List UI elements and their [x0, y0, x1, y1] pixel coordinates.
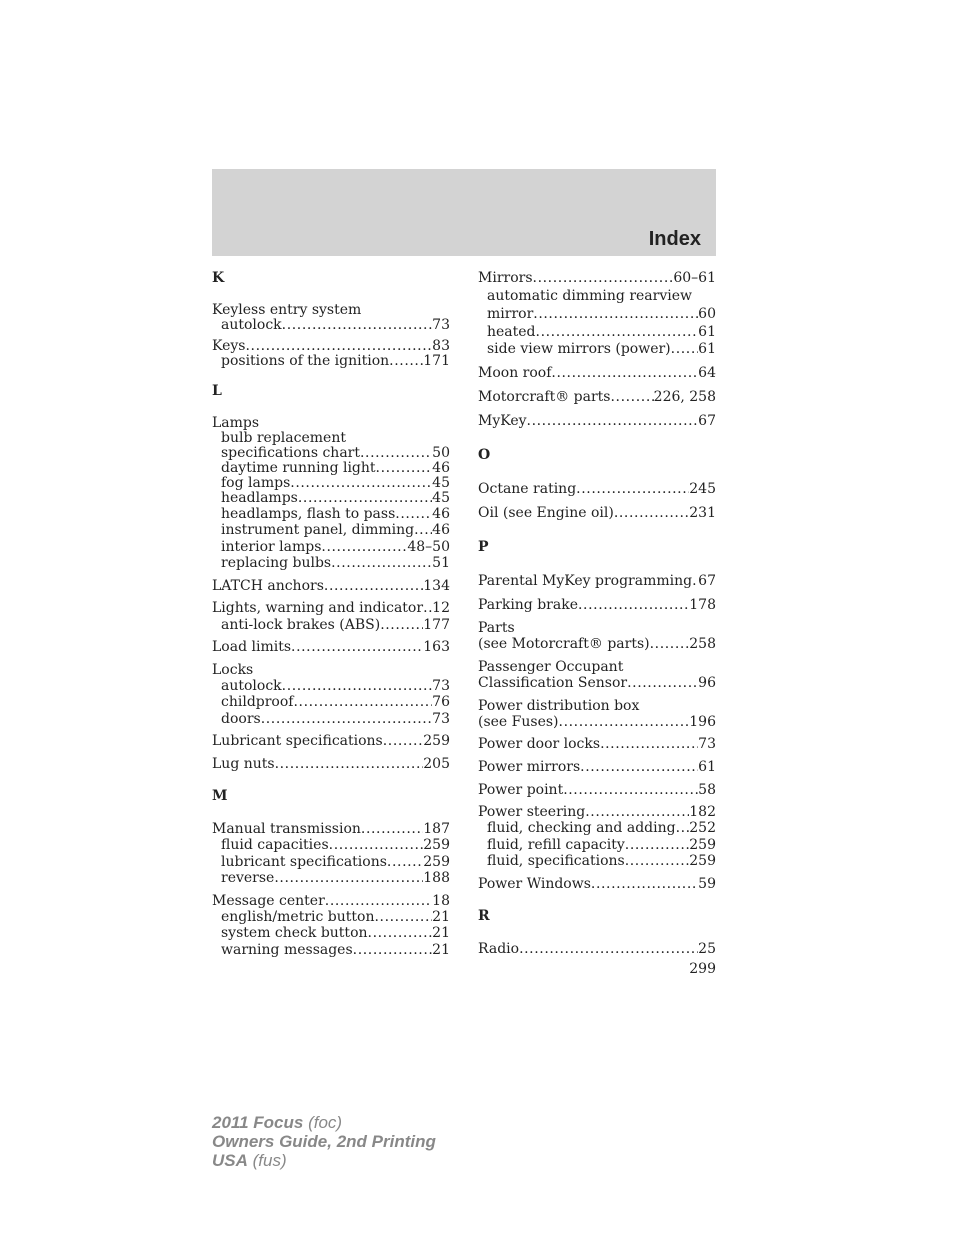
entry-page: 51 — [432, 555, 450, 571]
index-entry — [212, 854, 450, 870]
dot-leader — [374, 909, 432, 925]
dot-leader — [360, 445, 432, 461]
index-entry — [212, 338, 450, 354]
dot-leader — [423, 600, 432, 616]
entry-page: 18 — [432, 893, 450, 909]
entry-page: 61 — [698, 324, 716, 340]
entry-label: Parental MyKey programming — [478, 573, 693, 589]
entry-page: 61 — [698, 759, 716, 775]
entry-page: 46 — [432, 506, 450, 522]
index-entry — [478, 505, 716, 521]
dot-leader — [676, 820, 690, 836]
index-entry — [478, 365, 716, 381]
entry-label: LATCH anchors — [212, 578, 324, 594]
dot-leader — [610, 389, 653, 405]
index-heading: bulb replacement — [221, 430, 346, 446]
footer — [212, 1113, 436, 1170]
dot-leader — [600, 736, 698, 752]
entry-label: headlamps, flash to pass — [221, 506, 396, 522]
entry-label: (see Fuses) — [478, 714, 559, 730]
index-heading: Locks — [212, 662, 254, 678]
index-entry — [212, 694, 450, 710]
entry-label: Power steering — [478, 804, 586, 820]
entry-page: 73 — [698, 736, 716, 752]
entry-page: 96 — [698, 675, 716, 691]
index-entry — [212, 460, 450, 476]
dot-leader — [576, 481, 689, 497]
dot-leader — [261, 711, 432, 727]
page-number: 299 — [689, 961, 716, 977]
index-entry — [212, 445, 450, 461]
entry-page: 187 — [423, 821, 450, 837]
dot-leader — [361, 821, 423, 837]
entry-page: 64 — [698, 365, 716, 381]
entry-page: 50 — [432, 445, 450, 461]
footer-line-guide: Owners Guide, 2nd Printing — [212, 1132, 436, 1151]
dot-leader — [275, 756, 424, 772]
index-entry — [478, 389, 716, 405]
index-heading: Parts — [478, 620, 515, 636]
index-entry — [478, 837, 716, 853]
entry-label: interior lamps — [221, 539, 322, 555]
footer-line-model: 2011 Focus (foc) — [212, 1113, 343, 1132]
dot-leader — [383, 733, 424, 749]
dot-leader — [650, 636, 690, 652]
index-entry — [478, 714, 716, 730]
entry-label: side view mirrors (power) — [487, 341, 671, 357]
entry-page: 259 — [423, 837, 450, 853]
entry-page: 45 — [432, 490, 450, 506]
entry-label: Parking brake — [478, 597, 578, 613]
dot-leader — [368, 925, 433, 941]
index-entry — [478, 413, 716, 429]
entry-page: 226, 258 — [653, 389, 716, 405]
index-heading: automatic dimming rearview — [487, 288, 693, 304]
entry-label: Message center — [212, 893, 325, 909]
entry-label: Lug nuts — [212, 756, 275, 772]
entry-label: fluid, specifications — [487, 853, 625, 869]
index-entry — [478, 597, 716, 613]
entry-label: instrument panel, dimming — [221, 522, 415, 538]
dot-leader — [329, 837, 424, 853]
entry-label: replacing bulbs — [221, 555, 332, 571]
index-entry — [212, 756, 450, 772]
index-entry — [478, 306, 716, 322]
index-entry — [212, 925, 450, 941]
entry-label: Octane rating — [478, 481, 577, 497]
entry-label: Power Windows — [478, 876, 591, 892]
entry-page: 188 — [423, 870, 450, 886]
index-entry — [212, 317, 450, 333]
entry-label: Load limits — [212, 639, 292, 655]
index-entry — [212, 837, 450, 853]
section-letter: K — [212, 270, 225, 286]
dot-leader — [282, 317, 433, 333]
index-entry — [478, 941, 716, 957]
entry-label: doors — [221, 711, 261, 727]
dot-leader — [245, 338, 432, 354]
entry-label: anti-lock brakes (ABS) — [221, 617, 381, 633]
index-entry — [478, 804, 716, 820]
entry-page: 259 — [689, 837, 716, 853]
header-band — [212, 169, 716, 256]
index-entry — [212, 555, 450, 571]
entry-page: 60–61 — [673, 270, 716, 286]
entry-page: 163 — [423, 639, 450, 655]
entry-page: 252 — [689, 820, 716, 836]
section-letter: P — [478, 539, 489, 555]
index-entry — [212, 893, 450, 909]
entry-page: 45 — [432, 475, 450, 491]
index-entry — [212, 539, 450, 555]
entry-page: 46 — [432, 460, 450, 476]
index-entry — [212, 733, 450, 749]
entry-label: (see Motorcraft® parts) — [478, 636, 650, 652]
dot-leader — [536, 324, 699, 340]
index-entry — [478, 573, 716, 589]
dot-leader — [290, 475, 432, 491]
entry-page: 67 — [698, 573, 716, 589]
dot-leader — [671, 341, 699, 357]
entry-label: warning messages — [221, 942, 353, 958]
entry-label: daytime running light — [221, 460, 376, 476]
dot-leader — [625, 853, 690, 869]
dot-leader — [298, 490, 432, 506]
section-letter: L — [212, 383, 222, 399]
dot-leader — [325, 893, 432, 909]
entry-page: 258 — [689, 636, 716, 652]
index-entry — [212, 870, 450, 886]
entry-label: heated — [487, 324, 536, 340]
entry-label: Radio — [478, 941, 520, 957]
section-letter: R — [478, 908, 490, 924]
entry-label: english/metric button — [221, 909, 375, 925]
index-entry — [478, 782, 716, 798]
entry-page: 178 — [689, 597, 716, 613]
index-entry — [478, 876, 716, 892]
entry-page: 73 — [432, 678, 450, 694]
entry-page: 21 — [432, 925, 450, 941]
dot-leader — [324, 578, 423, 594]
entry-label: fog lamps — [221, 475, 291, 491]
entry-page: 60 — [698, 306, 716, 322]
index-entry — [212, 821, 450, 837]
entry-label: autolock — [221, 678, 282, 694]
entry-label: Lights, warning and indicator — [212, 600, 424, 616]
dot-leader — [389, 353, 423, 369]
entry-page: 259 — [423, 733, 450, 749]
dot-leader — [580, 759, 698, 775]
entry-page: 21 — [432, 909, 450, 925]
dot-leader — [627, 675, 698, 691]
dot-leader — [331, 555, 432, 571]
index-heading: Keyless entry system — [212, 302, 362, 318]
entry-label: Lubricant specifications — [212, 733, 383, 749]
index-entry — [212, 578, 450, 594]
entry-page: 58 — [698, 782, 716, 798]
dot-leader — [527, 413, 699, 429]
entry-page: 259 — [423, 854, 450, 870]
entry-page: 205 — [423, 756, 450, 772]
dot-leader — [291, 639, 423, 655]
index-heading: Lamps — [212, 415, 260, 431]
dot-leader — [533, 306, 698, 322]
index-heading: Passenger Occupant — [478, 659, 624, 675]
entry-label: Classification Sensor — [478, 675, 628, 691]
index-entry — [212, 639, 450, 655]
entry-page: 61 — [698, 341, 716, 357]
dot-leader — [519, 941, 698, 957]
entry-label: Power mirrors — [478, 759, 581, 775]
footer-line-market: USA (fus) — [212, 1151, 287, 1170]
dot-leader — [282, 678, 433, 694]
entry-page: 46 — [432, 522, 450, 538]
entry-label: Moon roof — [478, 365, 552, 381]
entry-page: 25 — [698, 941, 716, 957]
index-entry — [478, 636, 716, 652]
index-entry — [212, 475, 450, 491]
dot-leader — [293, 694, 432, 710]
entry-label: fluid, refill capacity — [487, 837, 625, 853]
entry-page: 73 — [432, 711, 450, 727]
dot-leader — [376, 460, 433, 476]
index-entry — [212, 522, 450, 538]
dot-leader — [591, 876, 698, 892]
entry-label: Mirrors — [478, 270, 533, 286]
entry-page: 12 — [432, 600, 450, 616]
entry-page: 171 — [423, 353, 450, 369]
dot-leader — [585, 804, 689, 820]
index-entry — [478, 759, 716, 775]
entry-page: 59 — [698, 876, 716, 892]
entry-label: lubricant specifications — [221, 854, 387, 870]
index-entry — [478, 820, 716, 836]
entry-label: positions of the ignition — [221, 353, 390, 369]
entry-label: childproof — [221, 694, 294, 710]
entry-page: 177 — [423, 617, 450, 633]
dot-leader — [551, 365, 698, 381]
index-entry — [212, 942, 450, 958]
index-entry — [212, 600, 450, 616]
entry-page: 231 — [689, 505, 716, 521]
entry-label: mirror — [487, 306, 534, 322]
entry-label: Power door locks — [478, 736, 601, 752]
entry-label: fluid capacities — [221, 837, 329, 853]
section-letter: O — [478, 447, 491, 463]
entry-label: specifications chart — [221, 445, 360, 461]
dot-leader — [274, 870, 423, 886]
index-entry — [478, 736, 716, 752]
entry-page: 196 — [689, 714, 716, 730]
dot-leader — [578, 597, 689, 613]
entry-label: Oil (see Engine oil) — [478, 505, 614, 521]
entry-page: 134 — [423, 578, 450, 594]
index-entry — [212, 909, 450, 925]
entry-page: 182 — [689, 804, 716, 820]
dot-leader — [563, 782, 698, 798]
entry-label: system check button — [221, 925, 368, 941]
entry-label: fluid, checking and adding — [487, 820, 676, 836]
index-entry — [478, 481, 716, 497]
index-entry — [212, 353, 450, 369]
entry-page: 48–50 — [407, 539, 450, 555]
index-entry — [478, 270, 716, 286]
dot-leader — [353, 942, 433, 958]
dot-leader — [614, 505, 689, 521]
entry-page: 21 — [432, 942, 450, 958]
index-entry — [478, 853, 716, 869]
dot-leader — [395, 506, 432, 522]
entry-page: 259 — [689, 853, 716, 869]
index-entry — [478, 324, 716, 340]
entry-label: Keys — [212, 338, 246, 354]
index-heading: Power distribution box — [478, 698, 640, 714]
index-entry — [478, 675, 716, 691]
entry-page: 67 — [698, 413, 716, 429]
entry-label: Manual transmission — [212, 821, 361, 837]
entry-page: 245 — [689, 481, 716, 497]
entry-label: reverse — [221, 870, 275, 886]
entry-label: headlamps — [221, 490, 298, 506]
dot-leader — [559, 714, 690, 730]
section-letter: M — [212, 788, 228, 804]
dot-leader — [321, 539, 407, 555]
entry-label: autolock — [221, 317, 282, 333]
dot-leader — [625, 837, 690, 853]
page-title: Index — [648, 228, 701, 250]
entry-label: Power point — [478, 782, 564, 798]
index-entry — [212, 490, 450, 506]
entry-page: 73 — [432, 317, 450, 333]
dot-leader — [387, 854, 423, 870]
index-entry — [212, 678, 450, 694]
index-entry — [212, 617, 450, 633]
dot-leader — [414, 522, 432, 538]
entry-label: Motorcraft® parts — [478, 389, 611, 405]
index-entry — [478, 341, 716, 357]
index-entry — [212, 711, 450, 727]
dot-leader — [380, 617, 423, 633]
dot-leader — [533, 270, 674, 286]
entry-page: 76 — [432, 694, 450, 710]
entry-label: MyKey — [478, 413, 527, 429]
entry-page: 83 — [432, 338, 450, 354]
index-entry — [212, 506, 450, 522]
